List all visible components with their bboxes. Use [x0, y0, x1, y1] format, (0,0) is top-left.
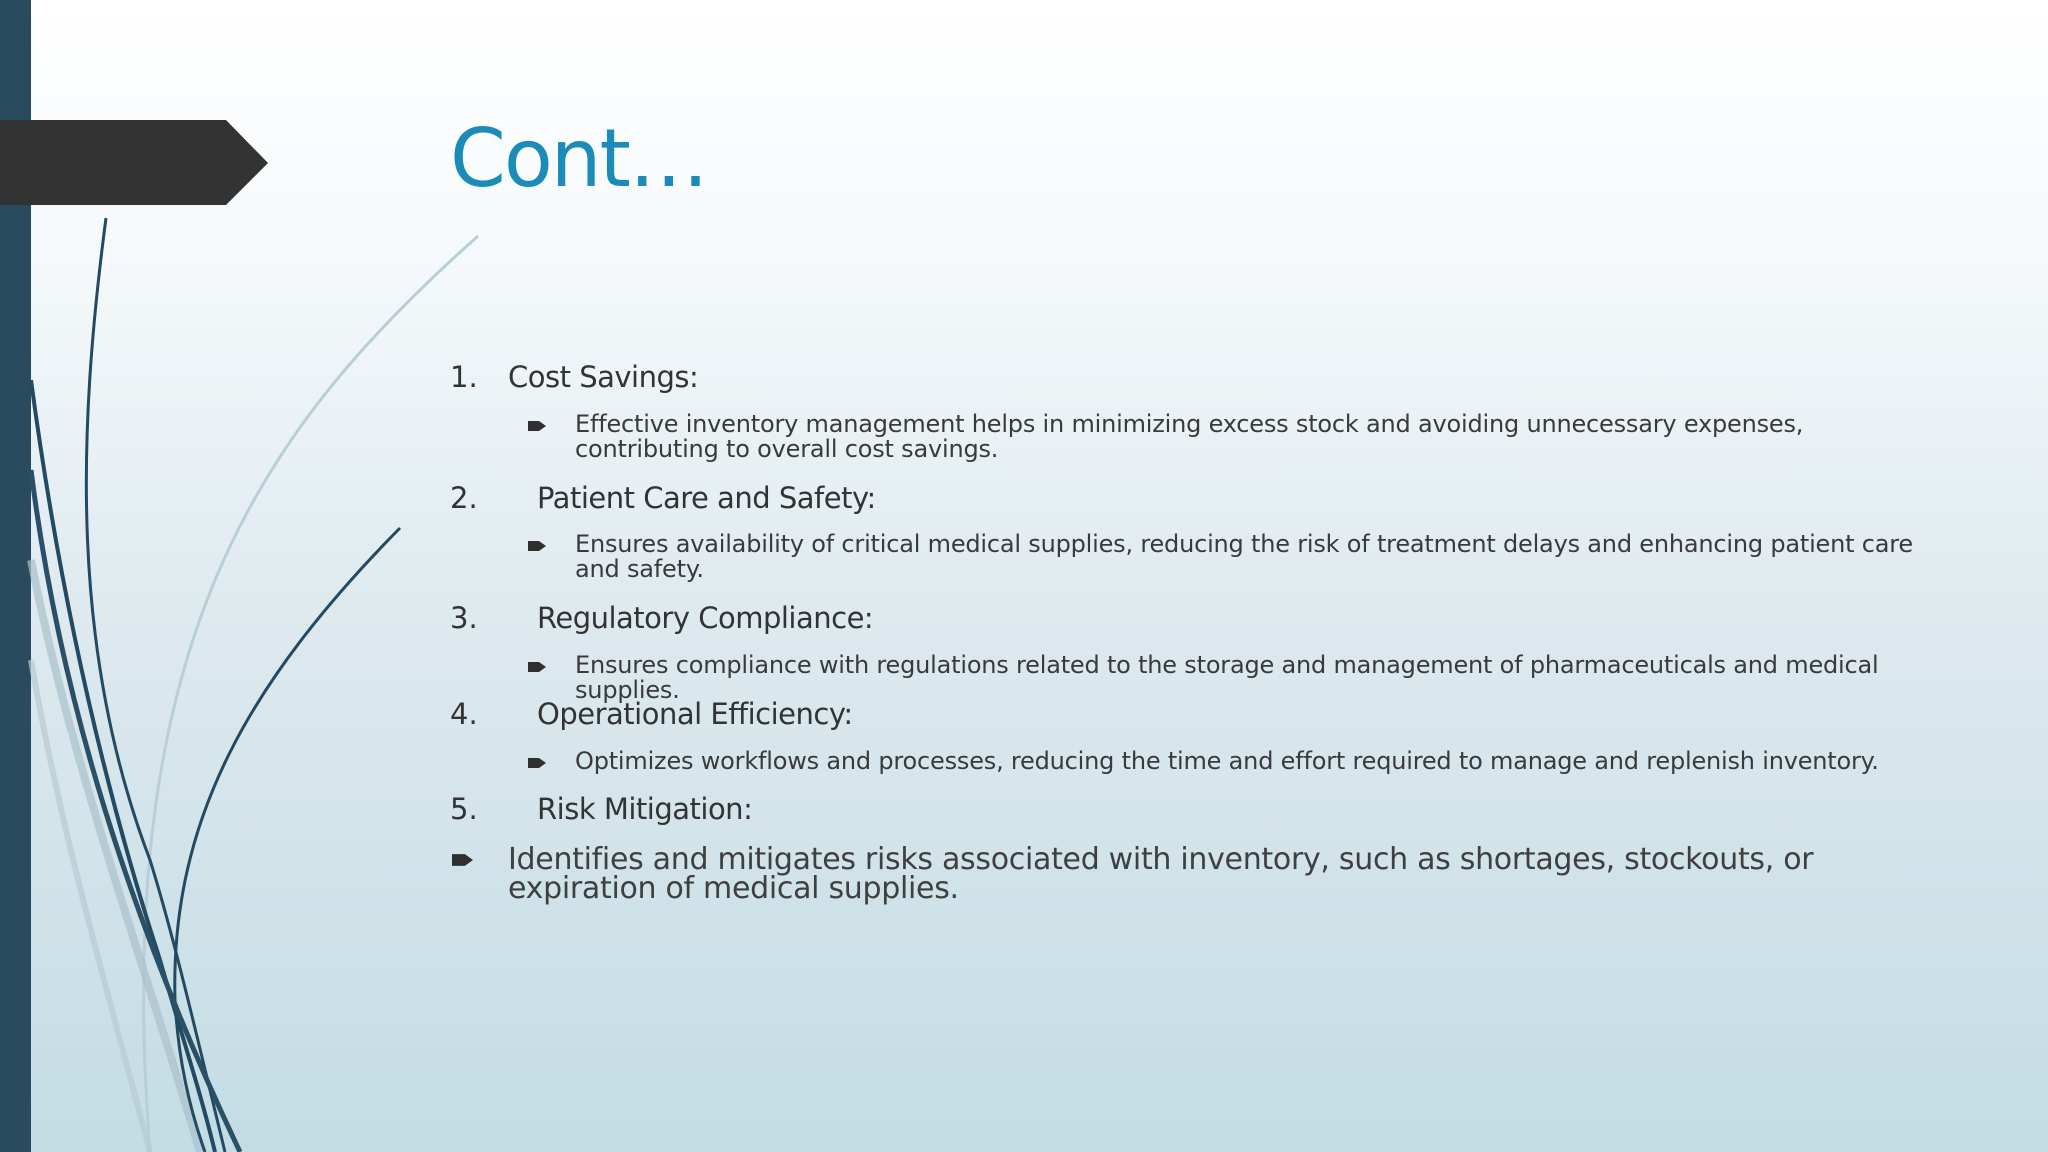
- item-detail: Optimizes workflows and processes, reducing the time and effort required to manage and replenish inventory.: [575, 747, 1879, 775]
- item-heading: Operational Efficiency:: [537, 697, 853, 731]
- item-heading: Risk Mitigation:: [537, 792, 753, 826]
- item-number: 3.: [450, 601, 478, 635]
- arrow-bullet-icon: [528, 757, 546, 769]
- arrow-bullet-icon: [528, 540, 546, 552]
- item-number: 5.: [450, 792, 478, 826]
- item-number: 4.: [450, 697, 478, 731]
- item-detail: Effective inventory management helps in minimizing excess stock and avoiding unnecessary expenses, contributing to overall cost savings.: [575, 410, 1804, 463]
- title-arrow-tab: [0, 120, 270, 206]
- item-number: 2.: [450, 481, 478, 515]
- item-heading: Patient Care and Safety:: [537, 481, 876, 515]
- item-detail: Ensures availability of critical medical supplies, reducing the risk of treatment delays and enhancing patient care and safety.: [575, 530, 1913, 583]
- item-detail: Ensures compliance with regulations related to the storage and management of pharmaceuticals and medical supplies.: [575, 651, 1879, 704]
- item-heading: Regulatory Compliance:: [537, 601, 874, 635]
- item-detail: Identifies and mitigates risks associated with inventory, such as shortages, stockouts, or expiration of medical supplies.: [508, 842, 1814, 906]
- arrow-bullet-icon: [528, 661, 546, 673]
- item-heading: Cost Savings:: [508, 360, 699, 394]
- item-number: 1.: [450, 360, 478, 394]
- arrow-bullet-icon: [528, 420, 546, 432]
- arrow-bullet-icon: [452, 853, 473, 867]
- slide-title: Cont…: [450, 112, 707, 205]
